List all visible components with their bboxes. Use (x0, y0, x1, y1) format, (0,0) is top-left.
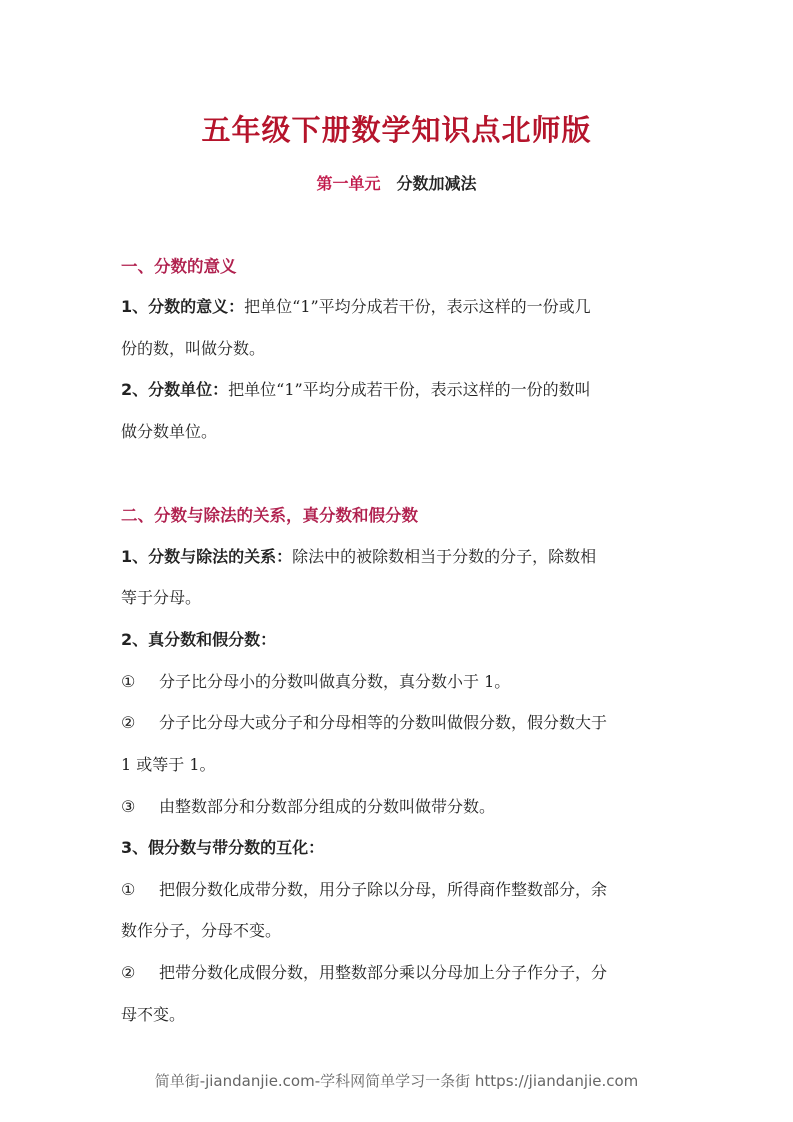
item-text: 分子比分母大或分子和分母相等的分数叫做假分数，假分数大于 (159, 713, 608, 732)
item-text: 母不变。 (121, 1005, 186, 1024)
item-line (121, 918, 681, 941)
item-text: 由整数部分和分数部分组成的分数叫做带分数。 (159, 797, 496, 816)
item-text: 把单位“1”平均分成若干份，表示这样的一份或几 (244, 297, 591, 316)
section-heading-2: 二、分数与除法的关系，真分数和假分数 (121, 506, 418, 525)
item-line (121, 835, 681, 858)
unit-label: 第一单元 (316, 174, 381, 193)
item-line (121, 1002, 681, 1025)
item-marker: ① (121, 672, 136, 691)
item-marker: ③ (121, 797, 136, 816)
item-label: 3、假分数与带分数的互化： (121, 838, 325, 857)
item-line (121, 377, 681, 400)
item-line (121, 544, 681, 567)
unit-topic: 分数加减法 (396, 174, 477, 193)
item-text: 除法中的被除数相当于分数的分子，除数相 (292, 547, 597, 566)
item-line (121, 419, 681, 442)
item-line (121, 960, 681, 983)
item-line (121, 752, 681, 775)
item-text: 把假分数化成带分数，用分子除以分母，所得商作整数部分，余 (159, 880, 608, 899)
item-marker: ② (121, 713, 136, 732)
item-line (121, 294, 681, 317)
page-footer: 简单街-jiandanjie.com-学科网简单学习一条街 https://jiandanjie.com (154, 1072, 639, 1090)
item-line (121, 336, 681, 359)
item-line (121, 669, 681, 692)
item-line (121, 710, 681, 733)
unit-subtitle (0, 171, 793, 194)
item-text: 做分数单位。 (121, 422, 218, 441)
item-text: 把单位“1”平均分成若干份，表示这样的一份的数叫 (228, 380, 591, 399)
item-label: 2、分数单位： (121, 380, 229, 399)
item-text: 1 或等于 1。 (121, 755, 216, 774)
item-text: 把带分数化成假分数，用整数部分乘以分母加上分子作分子，分 (159, 963, 608, 982)
item-line (121, 877, 681, 900)
item-marker: ② (121, 963, 136, 982)
item-label: 1、分数的意义： (121, 297, 245, 316)
document-title: 五年级下册数学知识点北师版 (201, 113, 592, 147)
item-text: 份的数，叫做分数。 (121, 339, 266, 358)
item-label: 1、分数与除法的关系： (121, 547, 293, 566)
item-text: 等于分母。 (121, 588, 202, 607)
item-marker: ① (121, 880, 136, 899)
item-label: 2、真分数和假分数： (121, 630, 277, 649)
item-text: 数作分子，分母不变。 (121, 921, 282, 940)
section-heading-1: 一、分数的意义 (121, 257, 237, 276)
item-line (121, 794, 681, 817)
item-line (121, 585, 681, 608)
item-text: 分子比分母小的分数叫做真分数，真分数小于 1。 (159, 672, 511, 691)
item-line (121, 627, 681, 650)
